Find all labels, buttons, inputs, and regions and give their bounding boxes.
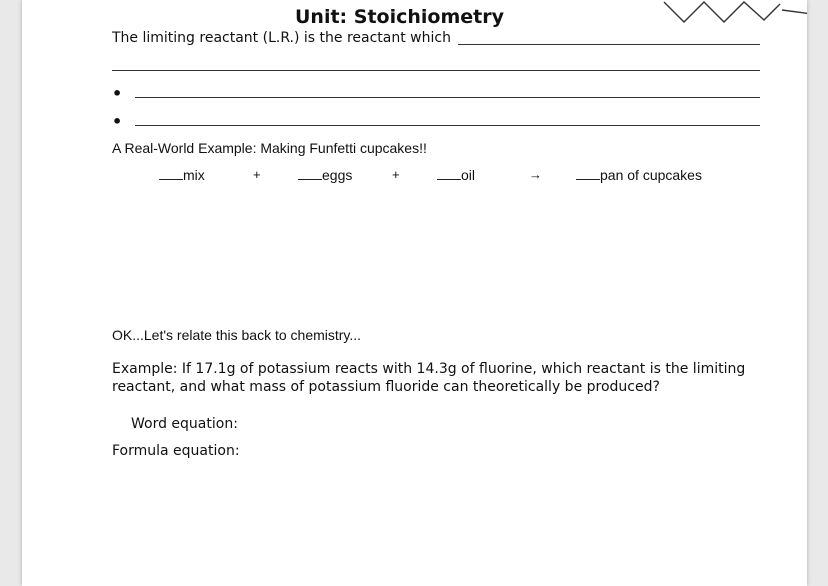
plus-sign: + — [392, 167, 400, 182]
coefficient-blank[interactable] — [298, 167, 322, 180]
coefficient-blank[interactable] — [159, 167, 183, 180]
worksheet-page — [22, 0, 807, 586]
bullet-answer-line-2[interactable] — [135, 125, 760, 126]
relate-text: OK...Let's relate this back to chemistry... — [112, 327, 362, 343]
answer-line-1[interactable] — [458, 44, 760, 45]
bullet-answer-line-1[interactable] — [135, 97, 760, 98]
example-heading: A Real-World Example: Making Funfetti cupcakes!! — [112, 140, 427, 156]
coefficient-blank[interactable] — [437, 167, 461, 180]
equation-item-cupcakes: pan of cupcakes — [576, 167, 702, 183]
definition-prompt: The limiting reactant (L.R.) is the reactant which — [112, 30, 451, 46]
equation-item-oil: oil — [437, 167, 475, 183]
answer-line-2[interactable] — [112, 70, 760, 71]
yields-arrow: → — [529, 167, 542, 182]
bullet-2: • — [112, 112, 123, 131]
formula-equation-label: Formula equation: — [112, 443, 240, 459]
example-problem: Example: If 17.1g of potassium reacts with 14.3g of fluorine, which reactant is the limiting reactant, and what mass of potassium fluoride can theoretically be produced? — [112, 361, 746, 395]
equation-item-eggs: eggs — [298, 167, 352, 183]
word-equation-label: Word equation: — [131, 416, 238, 432]
bullet-1: • — [112, 84, 123, 103]
coefficient-blank[interactable] — [576, 167, 600, 180]
equation-item-mix: mix — [159, 167, 205, 183]
page-title: Unit: Stoichiometry — [295, 6, 504, 28]
plus-sign: + — [253, 167, 261, 182]
